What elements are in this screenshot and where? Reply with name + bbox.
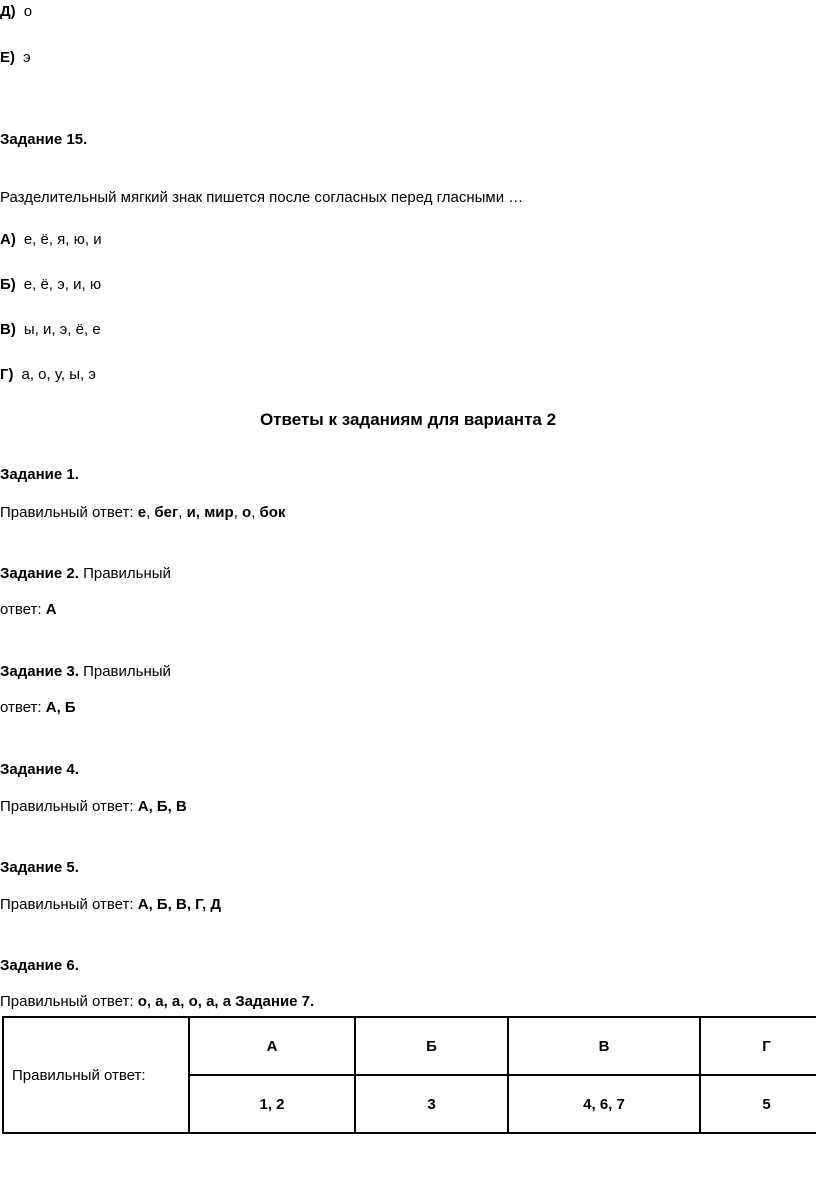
table-header-cell: Б [355,1017,508,1075]
option-e [0,48,31,68]
answer-prefix: Правильный ответ: [0,798,134,815]
answer-prefix: ответ: [0,699,42,716]
option-text: е, ё, э, и, ю [23,276,102,293]
answer3-title: Задание 3. [0,663,79,680]
task15-title: Задание 15. [0,131,88,148]
table-row [3,1017,816,1075]
option-letter: А) [0,231,16,248]
answer-value: А [45,601,57,618]
option-text: о [23,3,33,20]
task15-option-g [0,365,96,385]
table-value-cell: 4, 6, 7 [508,1075,700,1133]
task15-option-b [0,275,101,295]
task15-option-a [0,230,102,250]
option-text: е, ё, я, ю, и [23,231,102,248]
table-value-cell: 5 [700,1075,816,1133]
task15-question: Разделительный мягкий знак пишется после согласных перед гласными … [0,189,524,206]
answer-word: мир [204,504,234,521]
table-header-cell: Г [700,1017,816,1075]
table-value-cell: 1, 2 [189,1075,355,1133]
option-text: а, о, у, ы, э [21,366,96,383]
table-row-label: Правильный ответ: [3,1017,189,1133]
answer-prefix: Правильный ответ: [0,993,134,1010]
answer-comma: , [178,504,183,521]
answer-value: А, Б, В [137,798,187,815]
answers-heading: Ответы к заданиям для варианта 2 [259,410,557,429]
answer6-line [0,992,314,1012]
answer-prefix: Правильный ответ: [0,896,134,913]
answer-comma: , [251,504,256,521]
answer-value: А, Б [45,699,76,716]
answer7-table [2,1016,816,1134]
answer1-line [0,503,285,523]
answer4-title: Задание 4. [0,761,79,778]
answer-comma: , [195,504,201,521]
answer2-title-line [0,564,171,584]
table-value-cell: 3 [355,1075,508,1133]
answer-word: и [186,504,196,521]
answer3-word: Правильный [83,663,171,680]
option-d [0,2,32,22]
answer-comma: , [233,504,238,521]
answer-word: е [137,504,147,521]
task15-option-v [0,320,101,340]
answer2-word: Правильный [83,565,171,582]
answer4-line [0,797,187,817]
option-letter: В) [0,321,16,338]
answer5-title: Задание 5. [0,859,79,876]
option-letter: Г) [0,366,14,383]
table-header-cell: В [508,1017,700,1075]
answer-prefix: Правильный ответ: [0,504,134,521]
answer1-title: Задание 1. [0,466,79,483]
answer-value: о, а, а, о, а, а [137,993,232,1010]
answer3-line [0,698,76,718]
answer3-title-line [0,662,171,682]
answer-value: А, Б, В, Г, Д [137,896,222,913]
option-text: э [23,49,31,66]
answer-comma: , [146,504,151,521]
answer-word: о [242,504,252,521]
answer7-title: Задание 7. [235,993,315,1010]
answer6-title: Задание 6. [0,957,79,974]
answer2-title: Задание 2. [0,565,79,582]
option-letter: Б) [0,276,16,293]
answer-prefix: ответ: [0,601,42,618]
answer-word: бок [259,504,286,521]
answer-word: бег [154,504,179,521]
option-letter: Д) [0,3,16,20]
answer5-line [0,895,221,915]
option-letter: Е) [0,49,15,66]
option-text: ы, и, э, ё, е [23,321,101,338]
table-header-cell: А [189,1017,355,1075]
answer2-line [0,600,57,620]
